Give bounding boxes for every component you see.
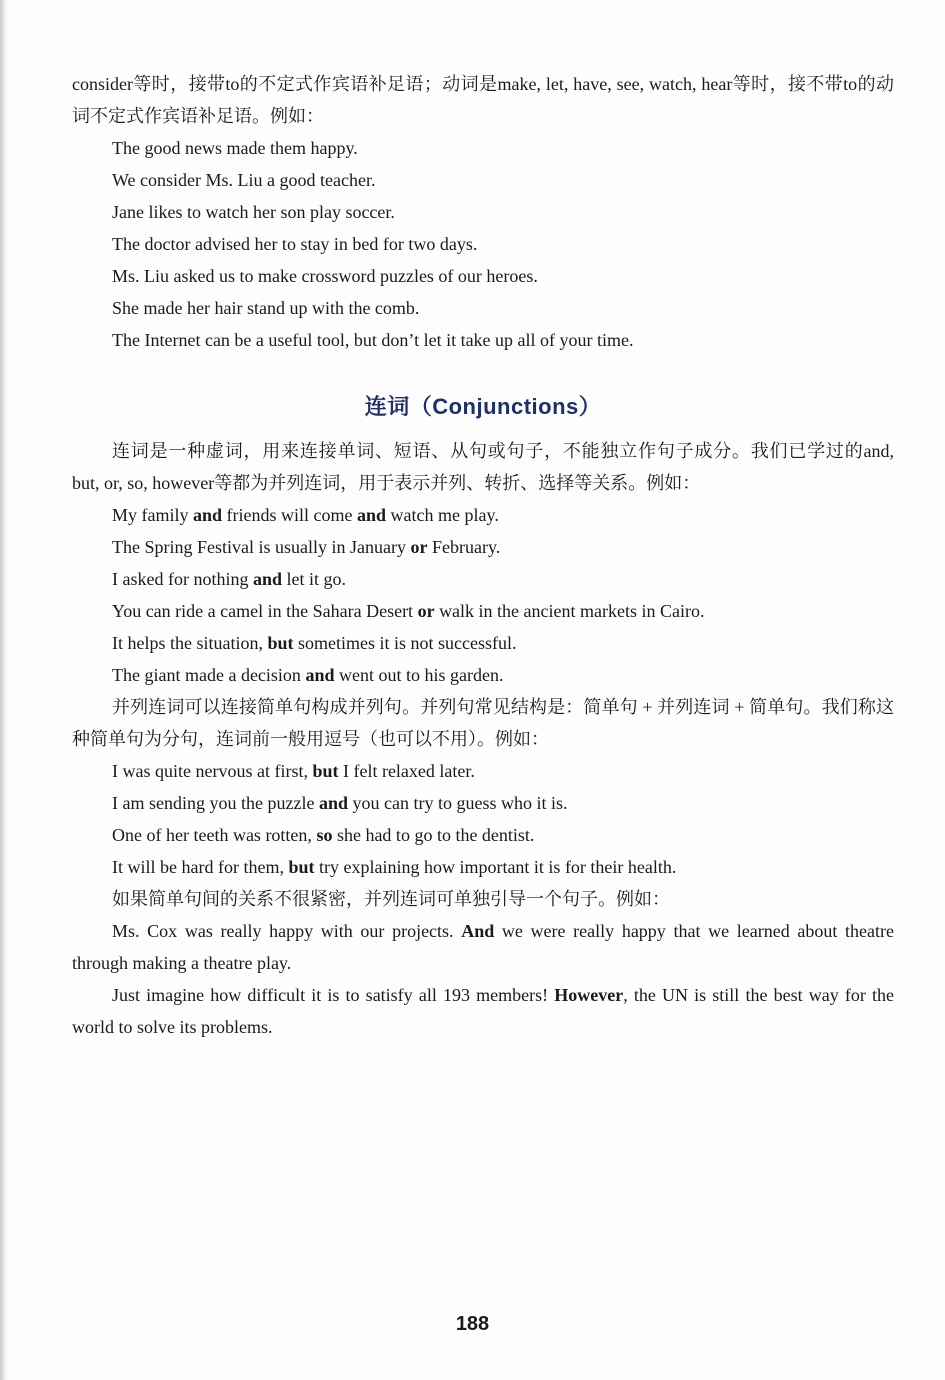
example-sentence: Ms. Cox was really happy with our projects. And we were really happy that we learned about theatre through making a theatre play.	[72, 921, 894, 973]
example-sentence: The Spring Festival is usually in January or February.	[112, 537, 501, 557]
example-sentence: I was quite nervous at first, but I felt relaxed later.	[112, 761, 475, 781]
page-number: 188	[455, 1313, 490, 1335]
example-sentence: It helps the situation, but sometimes it is not successful.	[112, 633, 517, 653]
page-content	[72, 68, 894, 1043]
section-paragraph: 并列连词可以连接简单句构成并列句。并列句常见结构是：简单句 + 并列连词 + 简单句。我们称这种简单句为分句，连词前一般用逗号（也可以不用）。例如：	[72, 697, 894, 749]
example-sentence: The doctor advised her to stay in bed for two days.	[112, 234, 478, 254]
example-sentence: Jane likes to watch her son play soccer.	[112, 202, 395, 222]
example-sentence: We consider Ms. Liu a good teacher.	[112, 170, 376, 190]
example-sentence: Just imagine how difficult it is to satisfy all 193 members! However, the UN is still the best way for the world to solve its problems.	[72, 985, 894, 1037]
example-sentence: My family and friends will come and watch me play.	[112, 505, 499, 525]
example-sentence: I am sending you the puzzle and you can try to guess who it is.	[112, 793, 568, 813]
section-heading: 连词（Conjunctions）	[364, 394, 602, 419]
example-sentence: Ms. Liu asked us to make crossword puzzles of our heroes.	[112, 266, 538, 286]
section-paragraph: 如果简单句间的关系不很紧密，并列连词可单独引导一个句子。例如：	[112, 889, 670, 909]
example-sentence: The good news made them happy.	[112, 138, 358, 158]
page-edge-shadow	[0, 0, 8, 1380]
example-sentence: You can ride a camel in the Sahara Desert or walk in the ancient markets in Cairo.	[112, 601, 705, 621]
example-sentence: One of her teeth was rotten, so she had to go to the dentist.	[112, 825, 535, 845]
example-sentence: She made her hair stand up with the comb.	[112, 298, 420, 318]
example-sentence: The Internet can be a useful tool, but don’t let it take up all of your time.	[112, 330, 634, 350]
section-paragraph: 连词是一种虚词，用来连接单词、短语、从句或句子，不能独立作句子成分。我们已学过的and, but, or, so, however等都为并列连词，用于表示并列、转折、选择等关系。例如：	[72, 441, 894, 493]
intro-paragraph: consider等时，接带to的不定式作宾语补足语；动词是make, let, have, see, watch, hear等时，接不带to的动词不定式作宾语补足语。例如：	[72, 74, 894, 126]
example-sentence: The giant made a decision and went out to his garden.	[112, 665, 504, 685]
example-sentence: It will be hard for them, but try explaining how important it is for their health.	[112, 857, 677, 877]
example-sentence: I asked for nothing and let it go.	[112, 569, 346, 589]
